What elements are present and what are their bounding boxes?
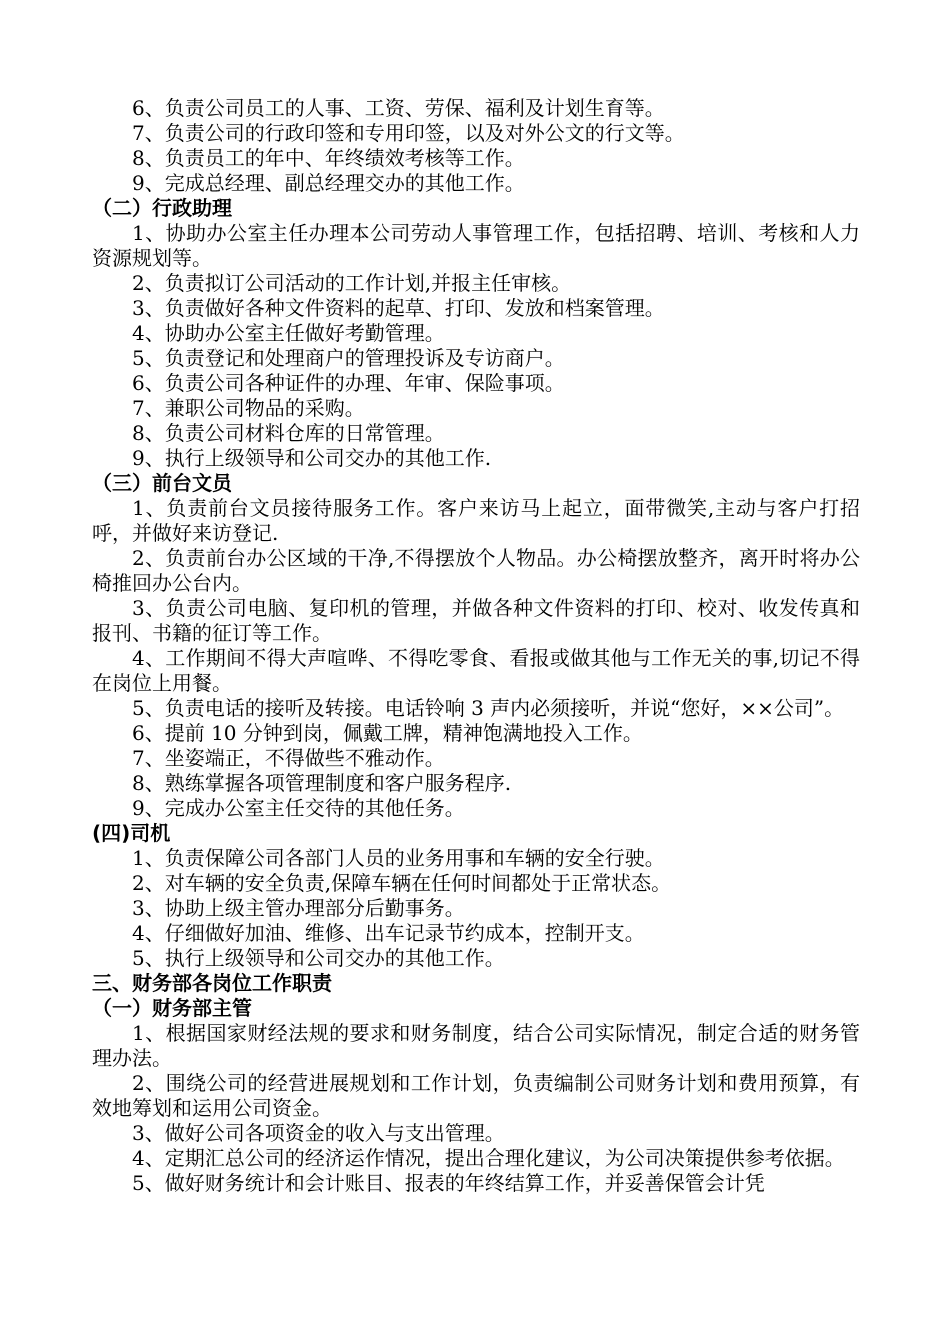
document-page bbox=[92, 96, 860, 1196]
list-item: 2、围绕公司的经营进展规划和工作计划，负责编制公司财务计划和费用预算，有效地筹划和运用公司资金。 bbox=[92, 1071, 860, 1120]
list-item: 4、工作期间不得大声喧哗、不得吃零食、看报或做其他与工作无关的事,切记不得在岗位上用餐。 bbox=[92, 646, 860, 695]
list-item: 7、坐姿端正，不得做些不雅动作。 bbox=[132, 746, 445, 770]
section-heading-driver: (四)司机 bbox=[92, 821, 171, 845]
list-item: 3、负责公司电脑、复印机的管理，并做各种文件资料的打印、校对、收发传真和报刊、书籍的征订等工作。 bbox=[92, 596, 860, 645]
list-item: 8、负责员工的年中、年终绩效考核等工作。 bbox=[132, 146, 525, 170]
list-item: 4、仔细做好加油、维修、出车记录节约成本，控制开支。 bbox=[132, 921, 645, 945]
list-item: 7、兼职公司物品的采购。 bbox=[132, 396, 365, 420]
section-heading-finance: 三、财务部各岗位工作职责 bbox=[92, 971, 332, 995]
list-item: 2、负责拟订公司活动的工作计划,并报主任审核。 bbox=[132, 271, 572, 295]
list-item: 9、执行上级领导和公司交办的其他工作. bbox=[132, 446, 492, 470]
list-item: 8、熟练掌握各项管理制度和客户服务程序. bbox=[132, 771, 512, 795]
list-item: 4、协助办公室主任做好考勤管理。 bbox=[132, 321, 445, 345]
list-item: 5、做好财务统计和会计账目、报表的年终结算工作，并妥善保管会计凭 bbox=[132, 1171, 765, 1195]
list-item: 9、完成办公室主任交待的其他任务。 bbox=[132, 796, 465, 820]
list-item: 5、执行上级领导和公司交办的其他工作。 bbox=[132, 946, 505, 970]
list-item: 1、负责保障公司各部门人员的业务用事和车辆的安全行驶。 bbox=[132, 846, 665, 870]
list-item: 5、负责登记和处理商户的管理投诉及专访商户。 bbox=[132, 346, 565, 370]
list-item: 6、负责公司各种证件的办理、年审、保险事项。 bbox=[132, 371, 565, 395]
list-item: 6、负责公司员工的人事、工资、劳保、福利及计划生育等。 bbox=[132, 96, 665, 120]
list-item: 1、根据国家财经法规的要求和财务制度，结合公司实际情况，制定合适的财务管理办法。 bbox=[92, 1021, 860, 1070]
list-item: 7、负责公司的行政印签和专用印签，以及对外公文的行文等。 bbox=[132, 121, 685, 145]
section-heading-front-desk: （三）前台文员 bbox=[92, 471, 232, 495]
list-item: 9、完成总经理、副总经理交办的其他工作。 bbox=[132, 171, 525, 195]
list-item: 1、协助办公室主任办理本公司劳动人事管理工作，包括招聘、培训、考核和人力资源规划等。 bbox=[92, 221, 860, 270]
list-item: 3、负责做好各种文件资料的起草、打印、发放和档案管理。 bbox=[132, 296, 665, 320]
list-item: 3、协助上级主管办理部分后勤事务。 bbox=[132, 896, 465, 920]
list-item: 3、做好公司各项资金的收入与支出管理。 bbox=[132, 1121, 505, 1145]
list-item: 6、提前 10 分钟到岗，佩戴工牌，精神饱满地投入工作。 bbox=[132, 721, 643, 745]
section-heading-admin-assistant: （二）行政助理 bbox=[92, 196, 232, 220]
list-item: 1、负责前台文员接待服务工作。客户来访马上起立，面带微笑,主动与客户打招呼，并做好来访登记. bbox=[92, 496, 860, 545]
section-heading-finance-supervisor: （一）财务部主管 bbox=[92, 996, 252, 1020]
list-item: 8、负责公司材料仓库的日常管理。 bbox=[132, 421, 445, 445]
list-item: 2、对车辆的安全负责,保障车辆在任何时间都处于正常状态。 bbox=[132, 871, 672, 895]
list-item: 4、定期汇总公司的经济运作情况，提出合理化建议，为公司决策提供参考依据。 bbox=[132, 1146, 845, 1170]
list-item: 5、负责电话的接听及转接。电话铃响 3 声内必须接听，并说“您好，××公司”。 bbox=[132, 696, 845, 720]
list-item: 2、负责前台办公区域的干净,不得摆放个人物品。办公椅摆放整齐，离开时将办公椅推回办公台内。 bbox=[92, 546, 860, 595]
